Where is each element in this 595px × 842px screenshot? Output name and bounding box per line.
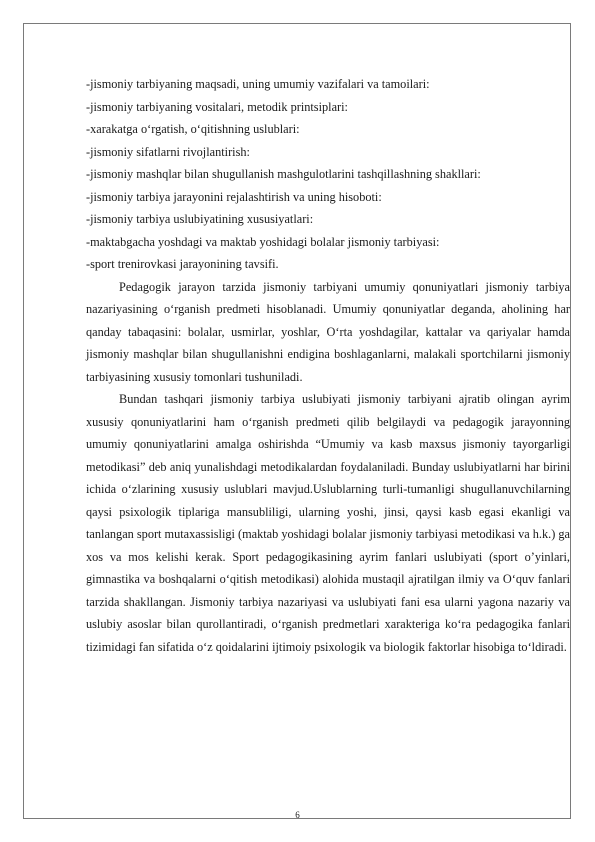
list-item: -maktabgacha yoshdagi va maktab yoshidagi bolalar jismoniy tarbiyasi: xyxy=(86,234,440,249)
list-item: -jismoniy tarbiyaning vositalari, metodik printsiplari: xyxy=(86,99,348,114)
page-content xyxy=(86,73,570,658)
document-page xyxy=(23,23,571,819)
page-number: 6 xyxy=(295,810,300,820)
list-item: -jismoniy tarbiya uslubiyatining xususiyatlari: xyxy=(86,212,314,226)
list-item: -jismoniy tarbiyaning maqsadi, uning umumiy vazifalari va tamoilari: xyxy=(86,77,430,91)
list-item: -jismoniy tarbiya jarayonini rejalashtirish va uning hisoboti: xyxy=(86,189,382,204)
body-paragraph: Pedagogik jarayon tarzida jismoniy tarbiyani umumiy qonuniyatlari jismoniy tarbiya nazariyasining o‘rganish predmeti hisoblanadi. Umumiy qonuniyatlar deganda, aholining har qanday tabaqasini: bolalar, usmirlar, yoshlar, O‘rta yoshdagilar, kattalar va qariyalar hamda jismoniy mashqlar bilan shugullanishni endigina boshlaganlarni, malakali sportchilarni jismoniy tarbiyasining xususiy tomonlari tushuniladi. xyxy=(86,279,570,384)
list-item: -sport trenirovkasi jarayonining tavsifi. xyxy=(86,257,279,271)
list-item: -jismoniy sifatlarni rivojlantirish: xyxy=(86,144,250,159)
list-item: -jismoniy mashqlar bilan shugullanish mashgulotlarini tashqillashning shakllari: xyxy=(86,167,481,181)
body-paragraph: Bundan tashqari jismoniy tarbiya uslubiyati jismoniy tarbiyani ajratib olingan ayrim xususiy qonuniyatlarini ham o‘rganish predmeti qilib belgilaydi va pedagogik jarayonning umumiy qonuniyatlarini amalga oshirishda “Umumiy va kasb maxsus jismoniy tayorgarligi metodikasi” deb aniq yunalishdagi metodikalardan foydalaniladi. Bunday uslubiyatlarni har birini ichida o‘zlarining xususiy uslublari mavjud.Uslublarning turli-tumanligi shugullanuvchilarning qaysi psixologik tiplariga mansubliligi, ularning yoshi, jinsi, qaysi kasb egasi ekanligi va tanlangan sport mutaxassisligi (maktab yoshidagi bolalar jismoniy tarbiyasi metodikasi va h.k.) ga xos va mos kelishi kerak. Sport pedagogikasining ayrim fanlari uslubiyati (sport o’yinlari, gimnastika va boshqalarni o‘qitish metodikasi) alohida mustaqil ajratilgan ilmiy va O‘quv fanlari tarzida shakllangan. Jismoniy tarbiya nazariyasi va uslubiyati fani esa ularni yagona nazariy va uslubiy asoslar bilan qurollantiradi, o‘rganish predmetlari xarakteriga ko‘ra pedagogika fanlari tizimidagi fan sifatida o‘z qoidalarini ijtimoiy psixologik va biologik faktorlar hisobiga to‘ldiradi. xyxy=(86,392,570,654)
list-item: -xarakatga o‘rgatish, o‘qitishning uslublari: xyxy=(86,122,300,136)
